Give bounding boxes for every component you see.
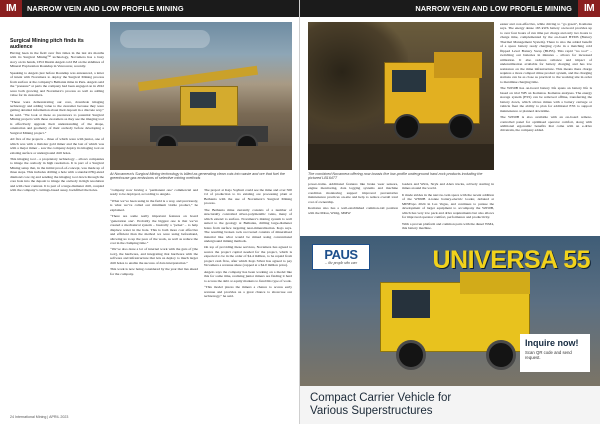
wheel-icon (396, 340, 426, 370)
paragraph: “We’ve also done a lot of internal work with the guts of [the tool], the hardware, and integrating that hardware with the software and infrastructure that lets us deploy to much larger drill holes to enable the success of data interpretation.” (110, 247, 198, 265)
model-name: UNIVERSA 55 (432, 246, 590, 274)
left-column-1 (10, 38, 104, 408)
paragraph: All five of the projects – three of which were with junior, one of which was with a mid-tier gold miner and the last of which was with a major miner – saw the company deploy its imaging tool on existing surface or underground drill holes. (10, 137, 104, 155)
paragraph: This work is now being considered by the year that lies ahead for the company. (110, 267, 198, 276)
right-photo-caption: The combined Novamera offering now boasts five low-profile underground hard-rock products including the pictured LB1647T (308, 172, 483, 181)
advert-headline (310, 392, 451, 418)
headline-line-2: Various Superstructures (310, 405, 433, 417)
right-page (300, 0, 600, 424)
right-column-3 (500, 22, 592, 234)
paragraph: This imaging tool – a proprietary technology – allows companies to image the orebody in high resolution. It is part of a Surgical Mining setup that, in the initial proof-of-concept, was made up of three steps. This includes drilling a hole with a standard HQ-sized diamond core rig and sending the imaging tool down through the core hole into the deposit to image the orebody in high resolution and with clear contrast. It is part of a large-diameter drill, coupled with the company’s cuttings-based assay, backfilled the holes. (10, 156, 104, 193)
paragraph: Komatsu also has a well-established common-rail position with the Mitsu, Wittig, MMW (308, 206, 398, 215)
wheel-icon (486, 340, 516, 370)
article-heading: Surgical Mining pitch finds its audience (10, 38, 84, 50)
brand-name: PAUS (324, 247, 358, 262)
paragraph: The W650B is also available with an on-board remote-controlled panel for optimised operator comfort, along with additional ergonomic benefits that come with an e-drive drivetrain, the company added. (500, 115, 592, 133)
inquire-subtitle: Scan QR code and send request. (525, 350, 572, 361)
paragraph: “This model places the miners a chance to access early revenue and provides us a great chance to showcase our technology,” he said. (204, 285, 292, 298)
surface-drill-rig-photo (110, 22, 292, 170)
paus-logo (312, 244, 370, 270)
inquire-title: Inquire now! (525, 338, 579, 348)
paragraph: “company now having a ‘permanent one’ commercial and ready to be deployed, according to Angelo. (110, 188, 198, 197)
left-column-2 (110, 188, 198, 408)
advert-headline-band (300, 386, 600, 424)
right-page-header (300, 0, 600, 17)
paragraph: It made strides in the narrow-vein space with the recent addition of the W650B 4-tonne battery-electric loader, debuted at MINExpo 2024 in Las Vegas, and continues to pursue the development of larger equipment to accompany the W650B, which has very low pack and drive requirements but also allows for improved operator comfort, performance and productivity. (402, 192, 494, 220)
paragraph: easier and cost-effective, while driving to “go green”, Komatsu says. The energy dense 165 kWh battery on-board provides up to over four hours of run time per charge and only two hours to charge time, complemented by the on-board BTMS (Battery Thermal Management System). There is also the added benefit of a space battery ready charging cycle in a matching cold flipped Level Battery Swap (BLBS). This rapid “no tool” – switching out batteries in minutes – allows for increased utilisation. It also reduces reliance and impact of underutilisation available for battery charging and has low resistance on the mine infrastructure. This means there charge requires a more compact mine product system, and the charging stations can be as close as practical to the working site in order to maximise charging time. (500, 22, 592, 84)
paragraph: On top of providing these services, Novamera has agreed to source the project capital needed for the project, which is expected to be in the order of $4.4 million, to be repaid from project cash flow, after which Kajo Silver has agreed to pay Novamera a revenue share (capped at a $4.0 million price). (204, 245, 292, 268)
paragraph: Angelo says the company has been working on a model like this for some time, realising junior miners are finding it hard to access the debt or equity markets to fund this type of work. (204, 269, 292, 283)
paragraph: Speaking to Angelo just before Roundup was announced, a letter of intent with Novamera to deploy the Surgical Mining process from surface at the company's Bethania mine in Peru. Angelo said the “pressure” at parts the company had been engaged on in 2022 were both growing and Novamera’s process as well as adding value for its customers. (10, 70, 104, 98)
im-logo-right: IM (578, 0, 600, 17)
right-column-2 (402, 182, 494, 234)
left-section-title: NARROW VEIN AND LOW PROFILE MINING (27, 4, 184, 13)
left-photo-caption: At Novamera’s Surgical Mining technology is billed as generating clean cuts into waste and ore that fuel the greenhouse gas emissions of selective mining methods (110, 172, 285, 181)
underground-loader-photo (308, 22, 494, 170)
paragraph: “These were demonstrating our core, downhole imaging technology and adding value to the customer because they were getting detailed information about their deposit in a discrete way,” he said. “We look at these as precursors to potential Surgical Mining projects with these customers as they see the imaging tool is effectively upgrade their understanding of the shape, orientation and geometry of their orebody before developing a Surgical Mining project.” (10, 99, 104, 135)
im-logo-left: IM (0, 0, 22, 17)
paragraph: “There are some really important features on board ‘generation one’. Probably the biggest one is that we’ve created a mechanical system – basically a ‘jacket’ – to help displace water in the hole. This is both more cost effective and efficient than the method we were using beforehand, allowing us to up the pace of the work, as well as reduce the cost in the clamping time.” (110, 214, 198, 245)
paragraph: Having been in the field over five times in the last six months with its Surgical Mining™ technology, Novamera has a busy story on its hands, CEO Dustin Angelo told IM on the sidelines of Mineral Exploration Roundup in Vancouver, recently. (10, 51, 104, 69)
paragraph: “What we’ve been using in the field is a way, and previously, is what we’ve called our minimum viable product,” he explained. (110, 198, 198, 212)
paragraph: The Bethania mine currently consists of a number of structurally controlled silver-polymetallic veins, many of which extend to surface. Novamera’s mining system is well suited to the geology at Bethania, drilling large-diameter holes from surface targeting near-mineralisation. Kajo says. The resulting broken rock recovered consists of mineralised material like what would be mined using conventional underground mining methods. (204, 207, 292, 243)
left-page-header (0, 0, 300, 17)
paragraph: The project at Kajo Sayhuri could see the mine and over 500 t/d of production to its existing ore processing plant at Bethania with the use of Novamera’s Surgical Mining process. (204, 188, 292, 206)
right-section-title: NARROW VEIN AND LOW PROFILE MINING (415, 4, 572, 13)
paus-advertisement (300, 236, 600, 424)
page-footer: 24 International Mining | APRIL 2023 (10, 415, 69, 419)
paragraph: power-trains. Additional features like brake wear sensors, engine monitoring, data logging systems and machine condition monitoring support improved preventative maintenance practices on-site and help to reduce overall total cost of ownership. (308, 182, 398, 204)
inquire-box[interactable] (520, 334, 590, 372)
headline-line-1: Compact Carrier Vehicle for (310, 392, 452, 404)
paragraph: The W650B has on-board battery life spans an battery life is based on trial WB on Komatsu. Komatsu analyses. The energy storage system (ESS) can be removed offline, transferring the battery down, which allows minus with a battery carriage or vehicle fleet the ability to plan for additional ESS to support maintenance or planned downtime. (500, 86, 592, 113)
paragraph: With a proven platform and common parts with the diesel WM4, this battery machine. (402, 221, 494, 231)
right-column-1 (308, 182, 398, 234)
brand-tagline: ... the people who care (324, 261, 358, 265)
paragraph: loaders and Wirtz, Stryk and Abex trucks, actively starting in mines around the world. (402, 182, 494, 191)
left-column-3 (204, 188, 292, 408)
